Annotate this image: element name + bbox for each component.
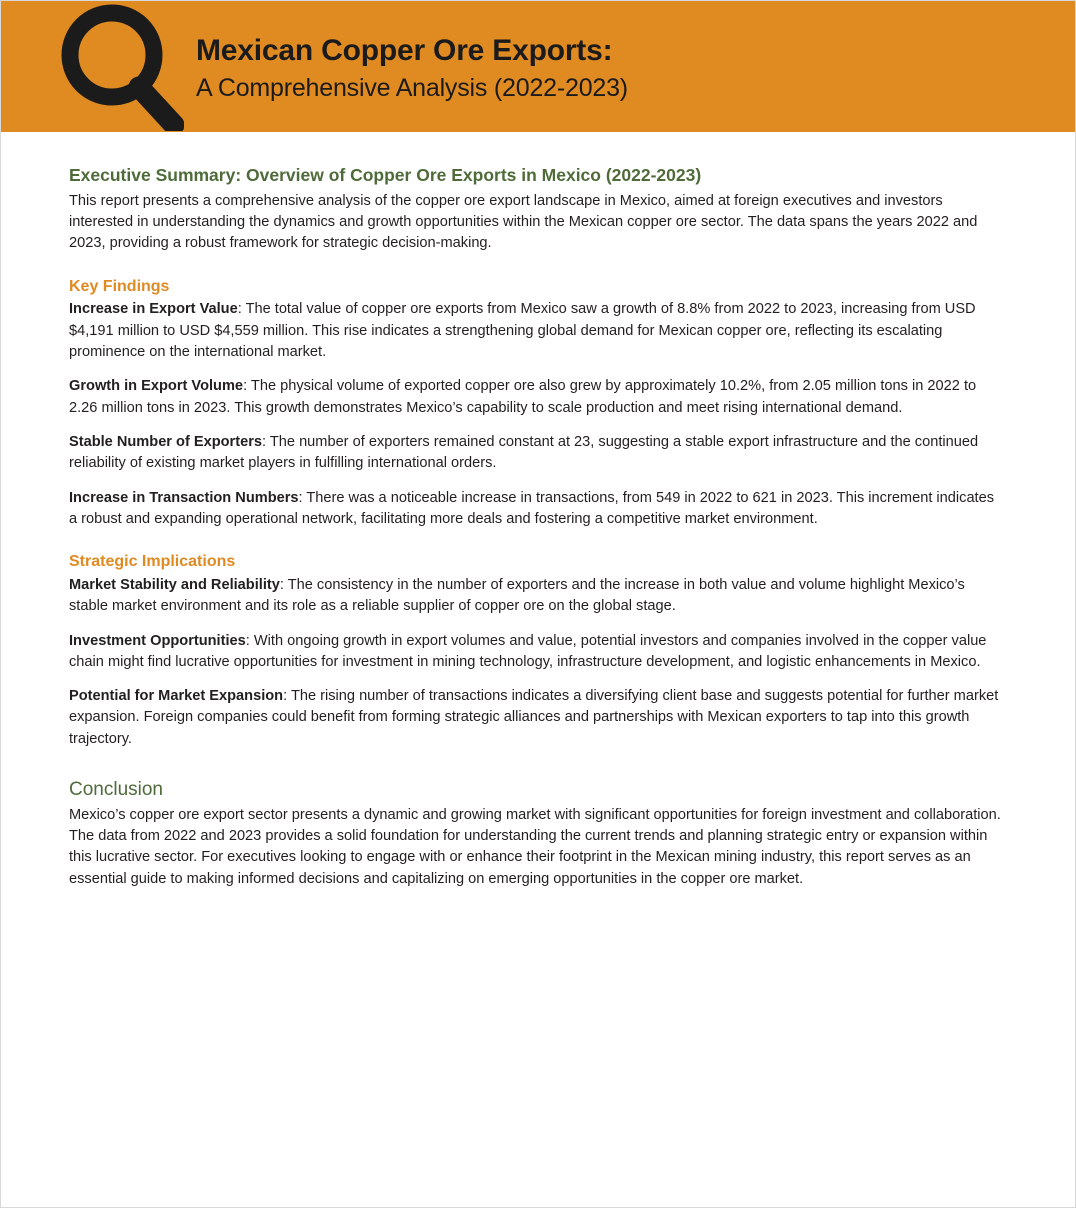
key-finding-item [69, 376, 1005, 419]
conclusion-text: Mexico’s copper ore export sector presents a dynamic and growing market with significant opportunities for foreign investment and collaboration. The data from 2022 and 2023 provides a solid foundation for understanding the current trends and planning strategic entry or expansion within this lucrative sector. For executives looking to engage with or enhance their footprint in the Mexican mining industry, this report serves as an essential guide to making informed decisions and capitalizing on emerging opportunities in the copper ore market. [69, 806, 1001, 887]
executive-summary-intro: This report presents a comprehensive analysis of the copper ore export landscape in Mexico, aimed at foreign executives and investors interested in understanding the dynamics and growth opportunities within the Mexican copper ore sector. The data spans the years 2022 and 2023, providing a robust framework for strategic decision-making. [69, 192, 978, 252]
strategic-implication-item [69, 631, 1005, 674]
key-finding-label: Increase in Transaction Numbers [69, 489, 299, 506]
strategic-implication-item [69, 686, 1005, 750]
key-finding-text: : The total value of copper ore exports from Mexico saw a growth of 8.8% from 2022 to 2023, increasing from USD $4,191 million to USD $4,559 million. This rise indicates a strengthening global demand for Mexican copper ore, reflecting its escalating prominence on the international market. [69, 301, 976, 361]
key-finding-label: Stable Number of Exporters [69, 433, 263, 450]
strategic-implications-heading: Strategic Implications [69, 553, 236, 571]
document-body [1, 132, 1075, 930]
key-finding-item [69, 299, 1005, 363]
key-finding-text: : The physical volume of exported copper ore also grew by approximately 10.2%, from 2.05 million tons in 2022 to 2.26 million tons in 2023. This growth demonstrates Mexico’s capability to scale production and meet rising international demand. [69, 378, 977, 416]
key-findings-heading: Key Findings [69, 277, 170, 295]
strategic-implication-item [69, 575, 1005, 618]
key-finding-item [69, 432, 1005, 475]
key-finding-item [69, 488, 1005, 531]
strategic-implication-text: : The consistency in the number of exporters and the increase in both value and volume highlight Mexico’s stable market environment and its role as a reliable supplier of copper ore on the global stage. [69, 576, 965, 615]
page-subtitle: A Comprehensive Analysis (2022-2023) [196, 73, 628, 102]
document-header [1, 1, 1075, 132]
executive-summary-heading: Executive Summary: Overview of Copper Ore Exports in Mexico (2022-2023) [69, 165, 702, 185]
key-finding-label: Growth in Export Volume [69, 378, 244, 395]
strategic-implication-text: : The rising number of transactions indicates a diversifying client base and suggests potential for further market expansion. Foreign companies could benefit from forming strategic alliances and partnerships with Mexican exporters to tap into this growth trajectory. [69, 688, 999, 747]
header-text-block [196, 29, 628, 104]
conclusion-heading: Conclusion [69, 778, 163, 800]
key-finding-text: : There was a noticeable increase in transactions, from 549 in 2022 to 621 in 2023. This increment indicates a robust and expanding operational network, facilitating more deals and fostering a competitive market environment. [69, 489, 995, 527]
key-finding-label: Increase in Export Value [69, 301, 238, 318]
strategic-implication-label: Potential for Market Expansion [69, 688, 284, 705]
magnifier-icon [49, 3, 184, 131]
strategic-implication-label: Investment Opportunities [69, 632, 246, 649]
key-finding-text: : The number of exporters remained constant at 23, suggesting a stable export infrastructure and the continued reliability of existing market players in fulfilling international orders. [69, 433, 979, 472]
page-title: Mexican Copper Ore Exports: [196, 34, 613, 68]
strategic-implication-text: : With ongoing growth in export volumes and value, potential investors and companies involved in the copper value chain might find lucrative opportunities for investment in mining technology, infrastructure development, and logistic enhancements in Mexico. [69, 632, 987, 670]
strategic-implication-label: Market Stability and Reliability [69, 576, 280, 593]
